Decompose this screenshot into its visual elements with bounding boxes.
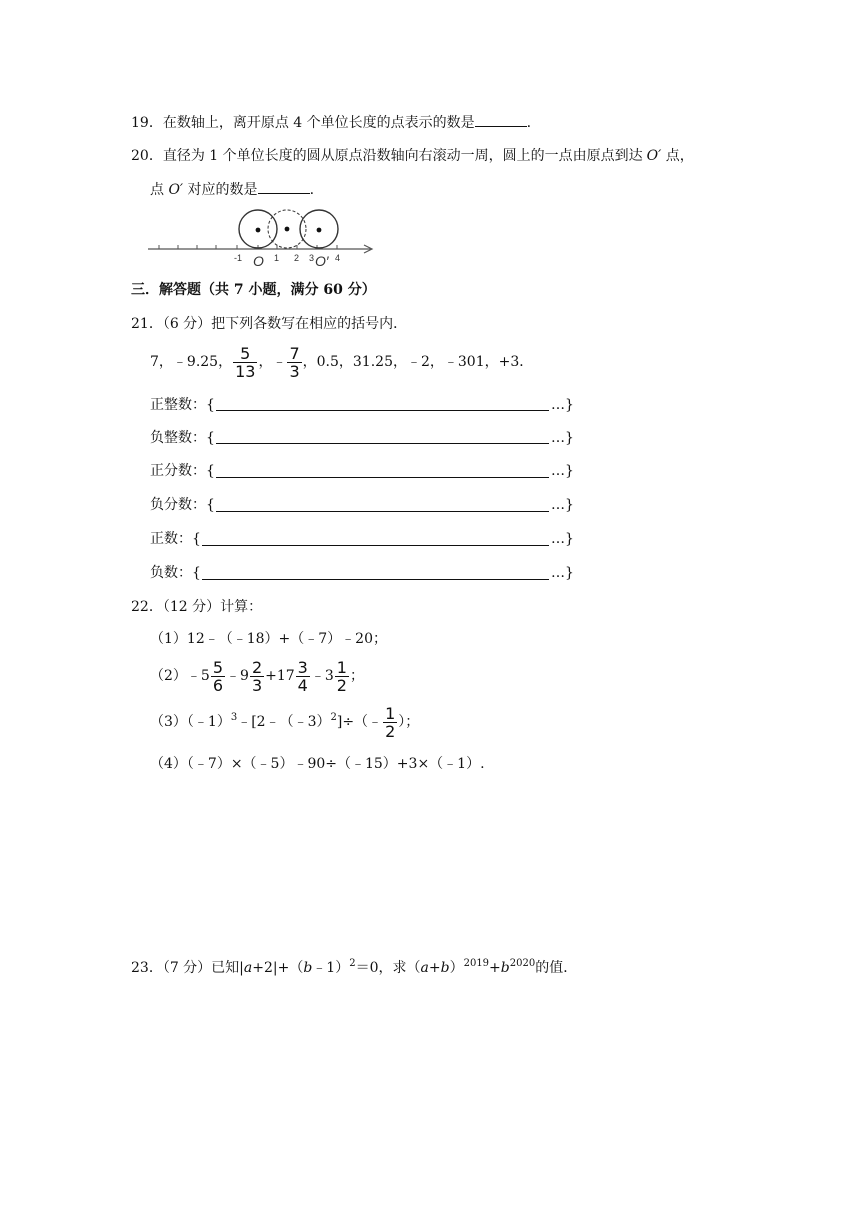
fraction-3-4: [296, 659, 310, 694]
q23-exp1: 2019: [463, 958, 490, 969]
q23-t5: ）: [449, 960, 464, 976]
q23-t3: ＝0，求（: [355, 960, 421, 976]
axis-label-4: 4: [335, 253, 341, 263]
category-positive-numbers: [150, 529, 201, 549]
p2-m1: ﹣9: [226, 668, 249, 684]
fraction-numerator: 2: [251, 657, 263, 677]
axis-label-neg1: -1: [234, 253, 243, 263]
axis-label-origin: O: [253, 253, 264, 267]
q22-part-4: （4）（﹣7）×（﹣5）﹣90÷（﹣15）+3×（﹣1）.: [150, 756, 485, 772]
number-line-figure: [145, 205, 380, 267]
category-blank: [216, 409, 549, 411]
q23-t6: +: [489, 960, 501, 976]
q23-lead: 23．（7 分）已知|: [131, 960, 244, 976]
axis-label-3: 3: [309, 253, 315, 263]
fraction-2-3: [250, 659, 264, 694]
p2-m2: +17: [265, 668, 295, 684]
category-label: 负整数：{: [150, 430, 215, 446]
question-20: [131, 146, 694, 166]
q20-line1-end: 点，: [661, 148, 694, 164]
p2-lead: （2）﹣5: [150, 668, 210, 684]
category-blank: [202, 578, 549, 580]
q20-o-prime: O′: [646, 148, 662, 164]
fraction-numerator: 5: [233, 345, 257, 363]
q23-exp0: 2: [349, 958, 356, 969]
q19-text: 19．在数轴上，离开原点 4 个单位长度的点表示的数是: [131, 115, 475, 131]
category-label: 负数：{: [150, 565, 201, 581]
var-b: b: [303, 960, 313, 976]
q20-answer-blank: [258, 179, 310, 194]
category-end: …}: [551, 397, 574, 413]
p3-exp2: 2: [330, 712, 337, 723]
p2-end: ；: [349, 668, 364, 684]
fraction-denominator: 2: [336, 675, 347, 695]
p3-exp1: 3: [230, 712, 238, 723]
q20-line2-prefix: 点: [150, 182, 169, 198]
category-end: …}: [551, 497, 574, 513]
category-label: 正分数：{: [150, 463, 215, 479]
q20-o-prime-2: O′: [168, 182, 184, 198]
category-label: 正整数：{: [150, 397, 215, 413]
fraction-numerator: 7: [289, 343, 300, 363]
q20-line2-end: .: [309, 182, 315, 198]
fraction-numerator: 3: [297, 657, 308, 677]
category-end: …}: [551, 565, 574, 581]
q19-answer-blank: [475, 112, 527, 127]
fraction-denominator: 4: [297, 675, 308, 695]
q21-number-list: [150, 342, 533, 382]
circle-start-center: [256, 228, 261, 233]
question-20-line2: [150, 179, 314, 200]
p3-lead: （3）（﹣1）: [150, 714, 231, 730]
category-blank: [216, 442, 549, 444]
question-23: [131, 958, 577, 978]
category-label: 正数：{: [150, 531, 201, 547]
q22-part-1: （1）12﹣（﹣18）+（﹣7）﹣20；: [150, 631, 387, 647]
axis-label-1: 1: [274, 253, 280, 263]
question-22-title: 22．（12 分）计算：: [131, 599, 263, 615]
category-negative-numbers: [150, 563, 201, 583]
question-19: [131, 112, 531, 133]
q21-numbers-lead: 7，﹣9.25，: [150, 354, 233, 370]
circle-end-center: [317, 228, 322, 233]
fraction-1-2: [383, 705, 397, 740]
category-negative-integers: [150, 428, 215, 448]
category-blank: [202, 544, 549, 546]
fraction-numerator: 1: [336, 657, 347, 677]
fraction-denominator: 6: [212, 675, 224, 695]
fraction-1-2: [335, 659, 349, 694]
axis-label-2: 2: [294, 253, 300, 263]
category-positive-integers: [150, 395, 215, 415]
q22-part-3: [150, 702, 419, 742]
category-end: …}: [551, 463, 574, 479]
var-a: a: [243, 960, 253, 976]
fraction-denominator: 3: [289, 361, 300, 381]
fraction-denominator: 13: [235, 361, 256, 381]
var-b: b: [440, 960, 450, 976]
section-3-heading: 三．解答题（共 7 小题，满分 60 分）: [131, 282, 376, 298]
q23-exp2: 2020: [509, 958, 536, 969]
q21-numbers-tail: ，0.5，31.25，﹣2，﹣301，+3．: [302, 354, 534, 370]
fraction-5-13: [233, 345, 257, 380]
p3-mid1: ﹣[2﹣（﹣3）: [237, 714, 331, 730]
category-negative-fractions: [150, 495, 215, 515]
category-blank: [216, 510, 549, 512]
category-label: 负分数：{: [150, 497, 215, 513]
category-positive-fractions: [150, 461, 215, 481]
q21-sep1: ，﹣: [258, 354, 287, 370]
fraction-7-3: [287, 345, 301, 380]
var-b: b: [500, 960, 510, 976]
question-21-title: 21．（6 分）把下列各数写在相应的括号内．: [131, 316, 408, 332]
p3-mid2: ]÷（﹣: [336, 714, 383, 730]
q20-line2-mid: 对应的数是: [183, 182, 258, 198]
category-end: …}: [551, 531, 574, 547]
q23-t4: +: [428, 960, 441, 976]
axis: [148, 245, 372, 253]
p3-end: ）；: [398, 714, 420, 730]
q22-part-2: [150, 656, 364, 696]
q20-text-line1: 20．直径为 1 个单位长度的圆从原点沿数轴向右滚动一周，圆上的一点由原点到达: [131, 148, 643, 164]
var-a: a: [420, 960, 429, 976]
fraction-numerator: 1: [385, 703, 396, 723]
category-end: …}: [551, 430, 574, 446]
p2-m3: ﹣3: [310, 668, 334, 684]
circle-middle-center: [285, 227, 290, 232]
fraction-denominator: 2: [385, 721, 396, 741]
q23-t2: ﹣1）: [312, 960, 350, 976]
q23-t1: +2|+（: [252, 960, 304, 976]
q19-period: .: [526, 115, 532, 131]
q23-t7: 的值．: [535, 960, 578, 976]
fraction-numerator: 5: [212, 657, 224, 677]
axis-label-o-prime: O′: [315, 253, 329, 267]
fraction-5-6: [211, 659, 225, 694]
fraction-denominator: 3: [251, 675, 263, 695]
category-blank: [216, 476, 549, 478]
